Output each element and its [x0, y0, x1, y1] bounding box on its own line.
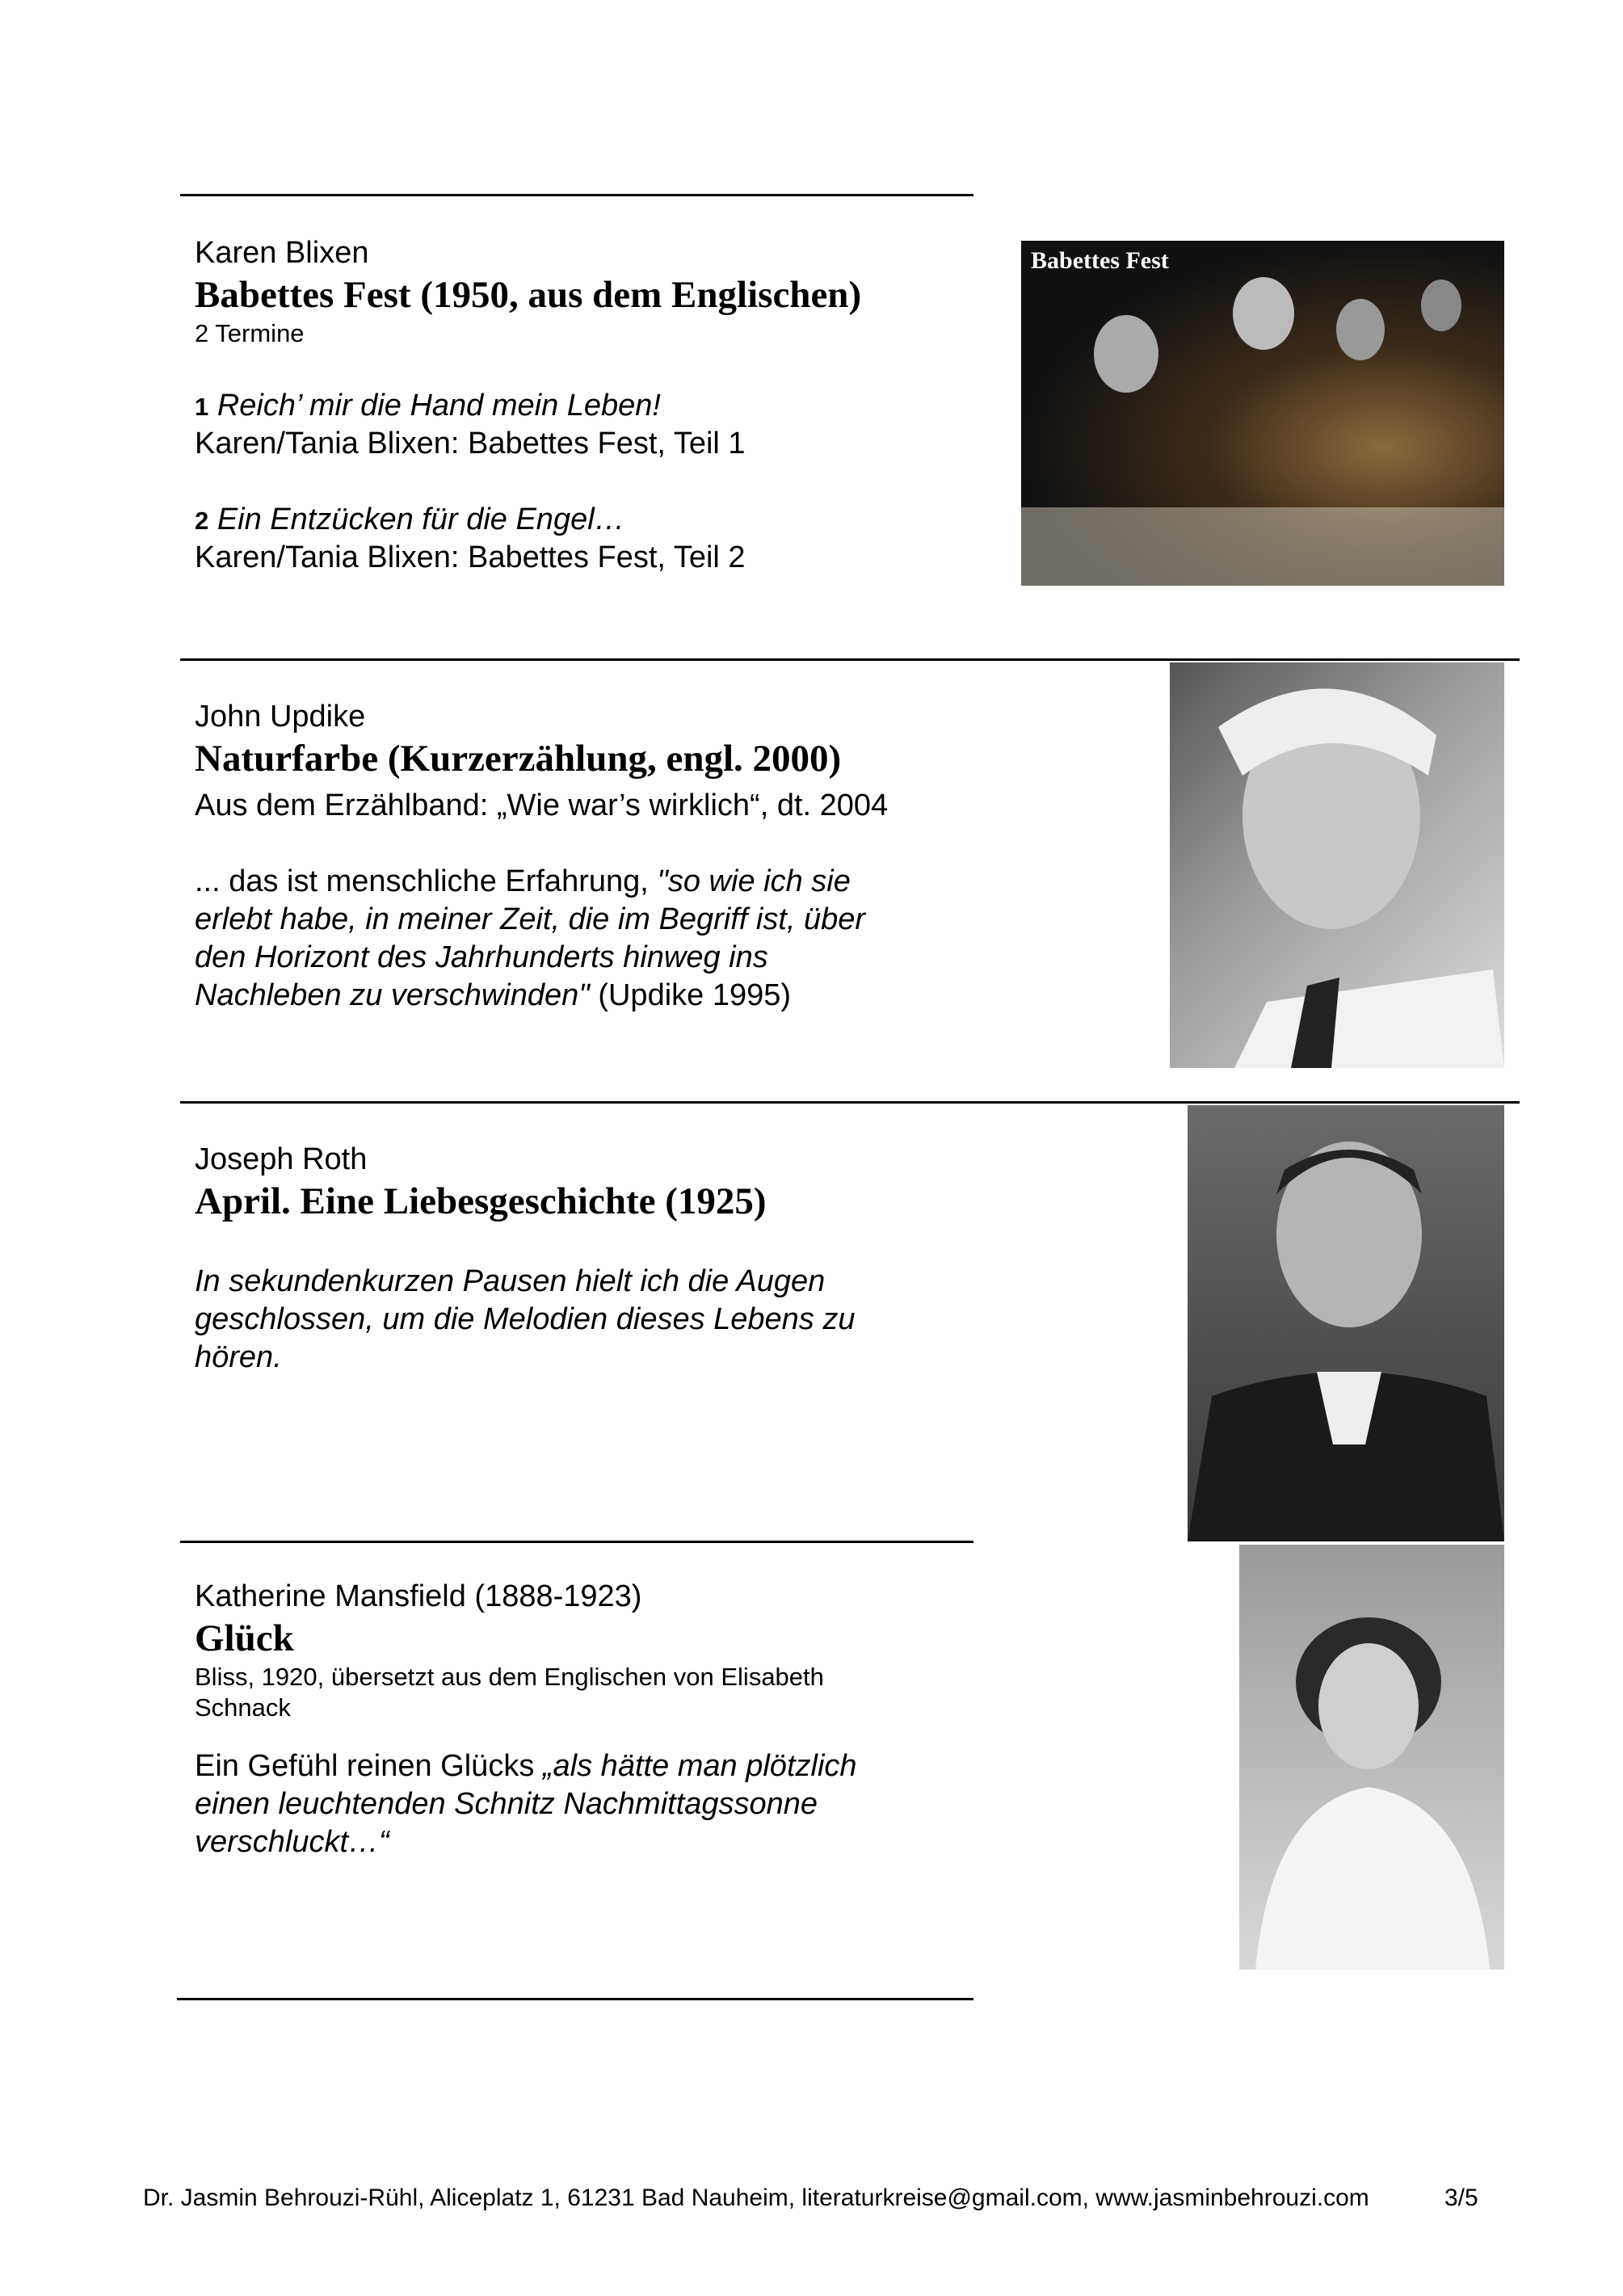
entry-updike: [195, 698, 954, 1015]
book-title: Glück: [195, 1617, 294, 1659]
quote: ... das ist menschliche Erfahrung, "so wie ich sie erlebt habe, in meiner Zeit, die im Begriff ist, über den Horizont des Jahrhunderts hinweg ins Nachleben zu verschwinden" (Updike 1995): [195, 864, 866, 1012]
divider: [180, 658, 1520, 661]
author: Karen Blixen: [195, 236, 369, 270]
subtitle: Aus dem Erzählband: „Wie war’s wirklich“, dt. 2004: [195, 788, 889, 822]
page-number: 3/5: [1444, 2185, 1478, 2211]
book-title: Naturfarbe (Kurzerzählung, engl. 2000): [195, 738, 842, 780]
session-1: 1 Reich’ mir die Hand mein Leben!: [195, 389, 661, 423]
session-2: 2 Ein Entzücken für die Engel…: [195, 503, 625, 536]
entry-mansfield: [195, 1578, 922, 1861]
book-title: Babettes Fest (1950, aus dem Englischen): [195, 274, 862, 316]
subtitle: 2 Termine: [195, 319, 305, 347]
subtitle: Bliss, 1920, übersetzt aus dem Englischen von Elisabeth Schnack: [195, 1663, 824, 1722]
entry-roth: [195, 1141, 922, 1377]
session-desc: Karen/Tania Blixen: Babettes Fest, Teil 1: [195, 427, 746, 460]
quote: In sekundenkurzen Pausen hielt ich die Augen geschlossen, um die Melodien dieses Lebens zu hören.: [195, 1264, 856, 1374]
katherine-mansfield-portrait: [1239, 1545, 1504, 1970]
entry-blixen: [195, 234, 922, 577]
divider: [177, 1998, 973, 2000]
author: John Updike: [195, 700, 366, 734]
divider: [180, 194, 973, 196]
john-updike-portrait: [1170, 662, 1504, 1068]
quote: Ein Gefühl reinen Glücks „als hätte man plötzlich einen leuchtenden Schnitz Nachmittagssonne verschluckt…“: [195, 1749, 857, 1859]
divider: [180, 1101, 1520, 1104]
author: Joseph Roth: [195, 1142, 368, 1176]
divider: [180, 1541, 973, 1543]
book-title: April. Eine Liebesgeschichte (1925): [195, 1180, 767, 1222]
babettes-fest-film-still: [1021, 241, 1504, 586]
session-desc: Karen/Tania Blixen: Babettes Fest, Teil 2: [195, 540, 746, 574]
author: Katherine Mansfield (1888-1923): [195, 1579, 642, 1613]
joseph-roth-portrait: [1188, 1105, 1504, 1541]
footer-contact: Dr. Jasmin Behrouzi-Rühl, Aliceplatz 1, 61231 Bad Nauheim, literaturkreise@gmail.com, www.jasminbehrouzi.com: [143, 2185, 1369, 2211]
film-logo: Babettes Fest: [1031, 247, 1169, 274]
